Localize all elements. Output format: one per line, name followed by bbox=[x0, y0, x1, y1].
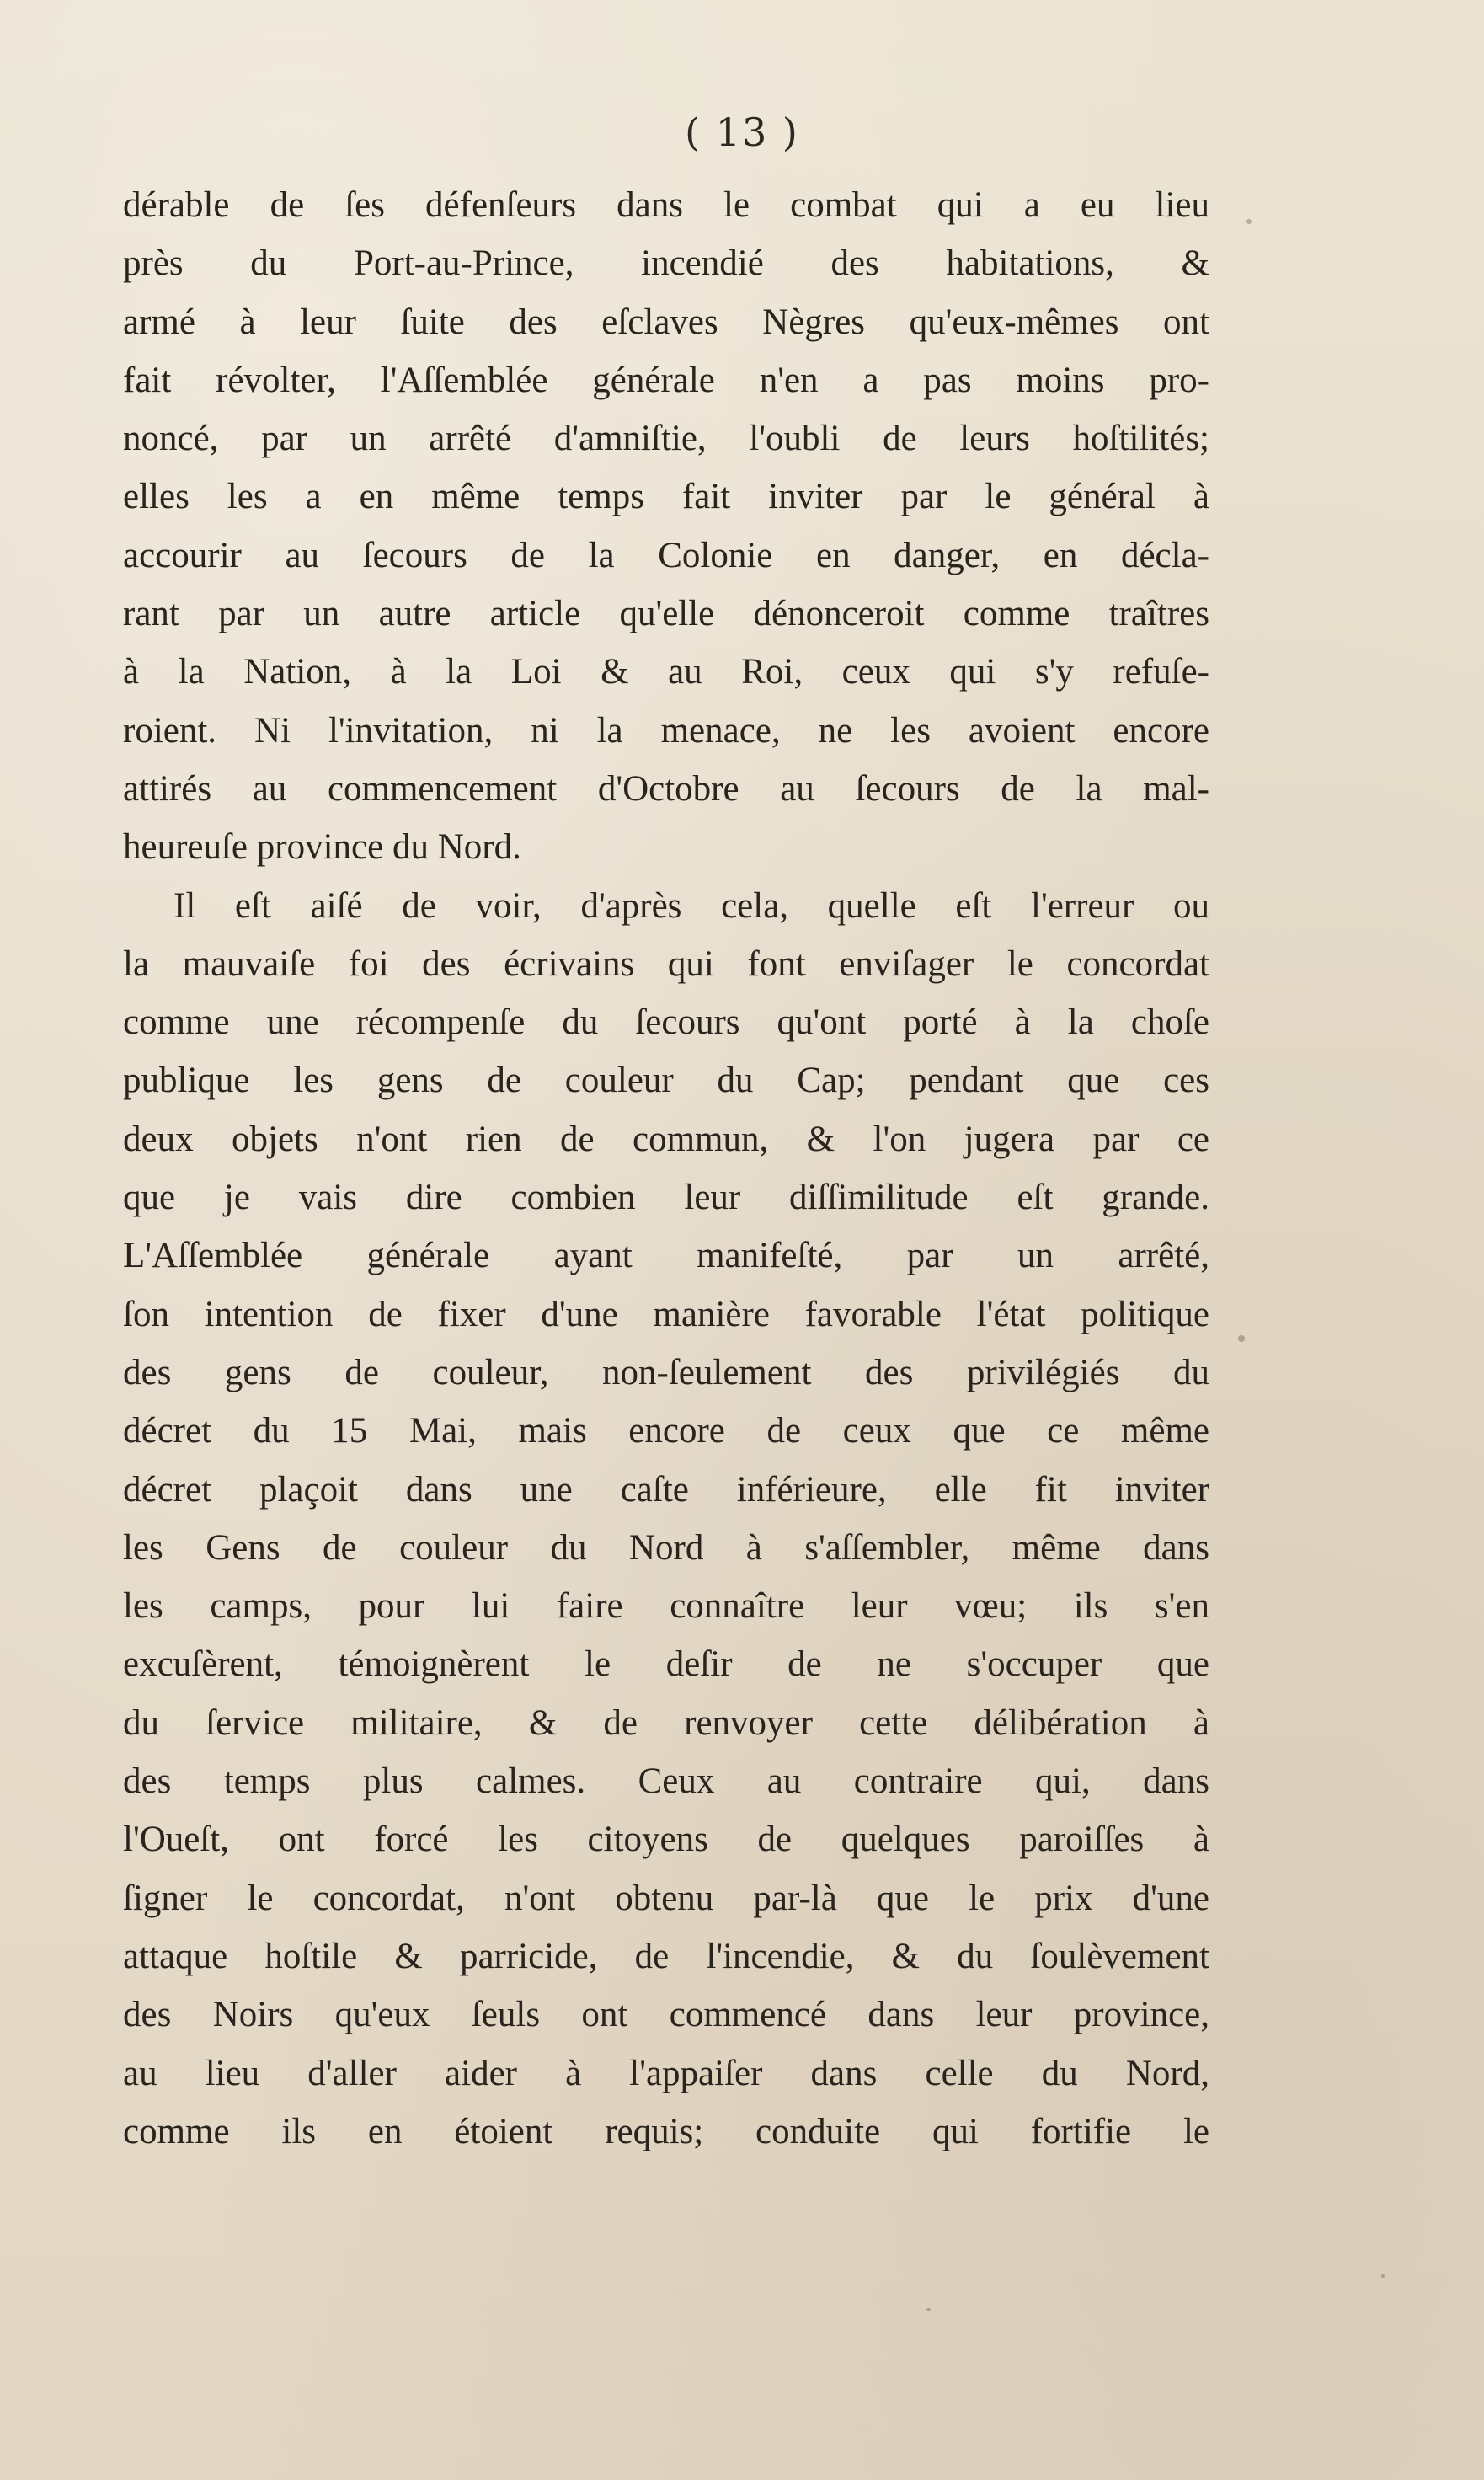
page-number: ( 13 ) bbox=[685, 110, 799, 155]
text-line: à la Nation, à la Loi & au Roi, ceux qui s'y refuſe- bbox=[123, 652, 1209, 692]
text-line: du ſervice militaire, & de renvoyer cette délibération à bbox=[123, 1702, 1209, 1743]
text-line: L'Aſſemblée générale ayant manifeſté, par un arrêté, bbox=[123, 1236, 1209, 1276]
text-line: noncé, par un arrêté d'amniſtie, l'oubli de leurs hoſtilités; bbox=[123, 419, 1209, 459]
paper-speck bbox=[1246, 219, 1252, 224]
text-line: deux objets n'ont rien de commun, & l'on jugera par ce bbox=[123, 1119, 1209, 1159]
text-line: elles les a en même temps fait inviter par le général à bbox=[123, 477, 1209, 517]
paper-speck bbox=[1381, 2274, 1385, 2278]
text-line: ſon intention de fixer d'une manière favorable l'état politique bbox=[123, 1294, 1209, 1334]
paper-speck bbox=[926, 2308, 931, 2311]
text-line: décret plaçoit dans une caſte inférieure, elle fit inviter bbox=[123, 1469, 1209, 1510]
text-line: comme ils en étoient requis; conduite qui fortifie le bbox=[123, 2111, 1209, 2151]
text-line: rant par un autre article qu'elle dénonceroit comme traîtres bbox=[123, 594, 1209, 634]
text-line: des gens de couleur, non-ſeulement des privilégiés du bbox=[123, 1352, 1209, 1392]
text-line: les camps, pour lui faire connaître leur vœu; ils s'en bbox=[123, 1586, 1209, 1627]
text-line: fait révolter, l'Aſſemblée générale n'en a pas moins pro- bbox=[123, 360, 1209, 400]
text-line: l'Oueſt, ont forcé les citoyens de quelques paroiſſes à bbox=[123, 1820, 1209, 1860]
body-text bbox=[123, 176, 1209, 2161]
text-line: comme une récompenſe du ſecours qu'ont porté à la choſe bbox=[123, 1002, 1209, 1043]
text-line: près du Port-au-Prince, incendié des habitations, & bbox=[123, 243, 1209, 284]
text-line: accourir au ſecours de la Colonie en danger, en décla- bbox=[123, 535, 1209, 575]
text-line: attirés au commencement d'Octobre au ſecours de la mal- bbox=[123, 768, 1209, 809]
text-line: heureuſe province du Nord. bbox=[123, 827, 521, 868]
text-line: dérable de ſes défenſeurs dans le combat qui a eu lieu bbox=[123, 185, 1209, 225]
text-line: excuſèrent, témoignèrent le deſir de ne s'occuper que bbox=[123, 1644, 1209, 1685]
text-line: les Gens de couleur du Nord à s'aſſembler, même dans bbox=[123, 1527, 1209, 1568]
text-line: des Noirs qu'eux ſeuls ont commencé dans leur province, bbox=[123, 1995, 1209, 2035]
text-line: attaque hoſtile & parricide, de l'incendie, & du ſoulèvement bbox=[123, 1936, 1209, 1976]
text-line: la mauvaiſe foi des écrivains qui font enviſager le concordat bbox=[123, 943, 1209, 984]
text-line: au lieu d'aller aider à l'appaiſer dans celle du Nord, bbox=[123, 2053, 1209, 2093]
text-line: décret du 15 Mai, mais encore de ceux que ce même bbox=[123, 1411, 1209, 1451]
text-line: armé à leur ſuite des eſclaves Nègres qu'eux-mêmes ont bbox=[123, 302, 1209, 342]
text-line: publique les gens de couleur du Cap; pendant que ces bbox=[123, 1061, 1209, 1101]
text-line: ſigner le concordat, n'ont obtenu par-là que le prix d'une bbox=[123, 1878, 1209, 1918]
paper-speck bbox=[1238, 1335, 1245, 1342]
text-line: roient. Ni l'invitation, ni la menace, ne les avoient encore bbox=[123, 710, 1209, 751]
text-line: Il eſt aiſé de voir, d'après cela, quelle eſt l'erreur ou bbox=[173, 885, 1209, 926]
text-line: des temps plus calmes. Ceux au contraire qui, dans bbox=[123, 1761, 1209, 1802]
text-line: que je vais dire combien leur diſſimilitude eſt grande. bbox=[123, 1178, 1209, 1218]
